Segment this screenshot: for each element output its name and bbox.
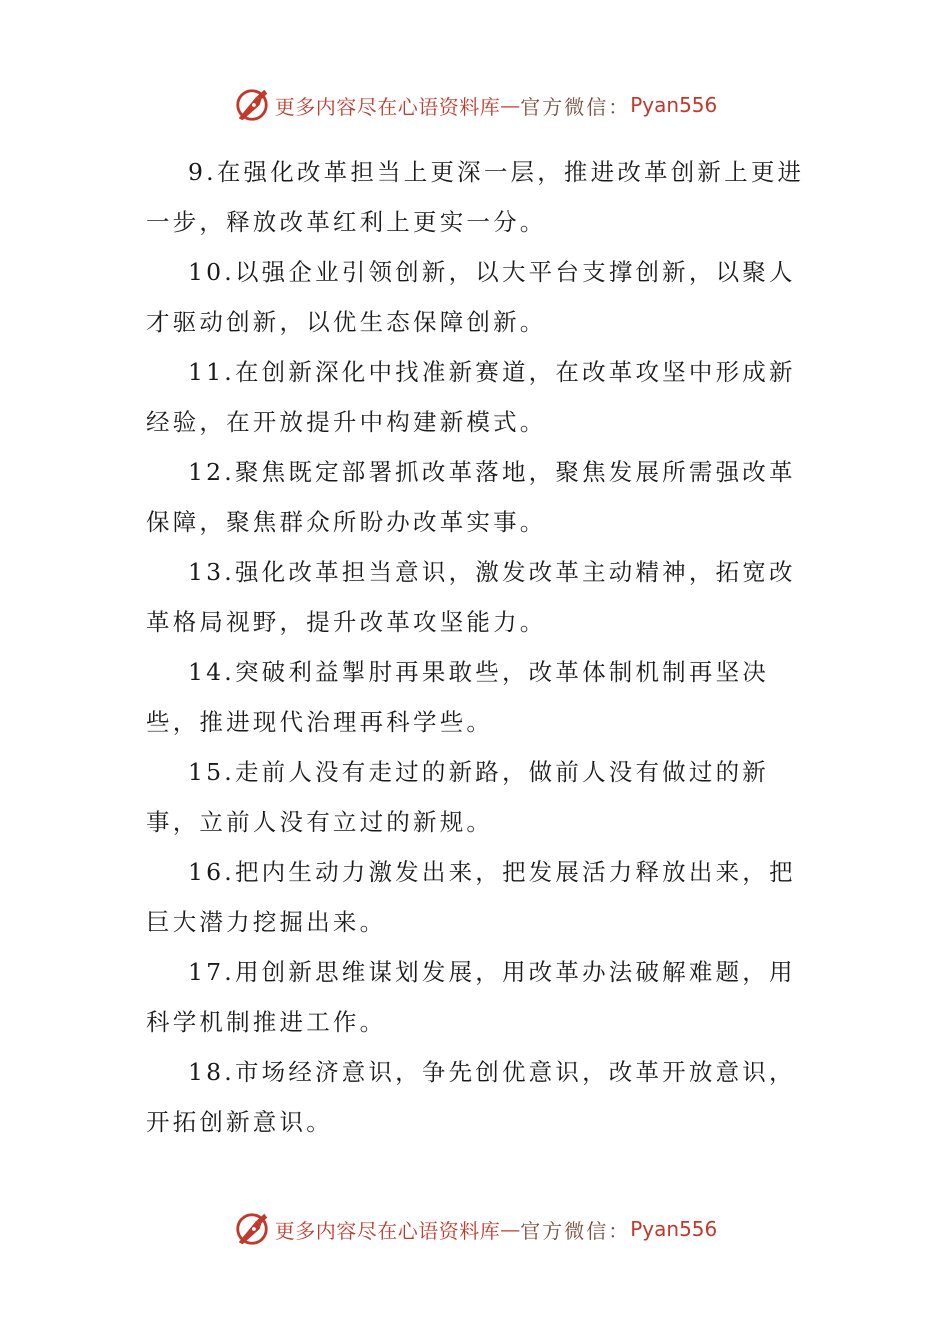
list-item: 13.强化改革担当意识，激发改革主动精神，拓宽改革格局视野，提升改革攻坚能力。 xyxy=(146,558,796,636)
banner-separator: — xyxy=(500,93,521,117)
header-banner xyxy=(0,83,950,127)
list-item: 9.在强化改革担当上更深一层，推进改革创新上更进一步，释放改革红利上更实一分。 xyxy=(146,158,805,236)
list-item: 10.以强企业引领创新，以大平台支撑创新，以聚人才驱动创新，以优生态保障创新。 xyxy=(146,258,796,336)
list-item: 11.在创新深化中找准新赛道，在改革攻坚中形成新经验，在开放提升中构建新模式。 xyxy=(146,358,796,436)
pen-logo-icon xyxy=(233,86,271,124)
list-item: 16.把内生动力激发出来，把发展活力释放出来，把巨大潜力挖掘出来。 xyxy=(146,858,796,936)
list-item: 14.突破利益掣肘再果敢些，改革体制机制再坚决些，推进现代治理再科学些。 xyxy=(146,658,769,736)
list-item: 15.走前人没有走过的新路，做前人没有做过的新事，立前人没有立过的新规。 xyxy=(146,758,769,836)
list-item: 17.用创新思维谋划发展，用改革办法破解难题，用科学机制推进工作。 xyxy=(146,958,796,1036)
pen-logo-icon xyxy=(233,1210,271,1248)
banner-wechat-label: 官方微信： xyxy=(520,94,631,119)
banner-separator: — xyxy=(500,1217,521,1241)
list-item: 18.市场经济意识，争先创优意识，改革开放意识，开拓创新意识。 xyxy=(146,1058,796,1136)
footer-banner xyxy=(0,1207,950,1251)
banner-wechat-label: 官方微信： xyxy=(520,1218,631,1243)
slogan-list xyxy=(146,147,806,1147)
banner-wechat-id: Pyan556 xyxy=(630,93,718,117)
list-item: 12.聚焦既定部署抓改革落地，聚焦发展所需强改革保障，聚焦群众所盼办改革实事。 xyxy=(146,458,796,536)
banner-main-text: 更多内容尽在心语资料库 xyxy=(274,94,501,119)
banner-main-text: 更多内容尽在心语资料库 xyxy=(274,1218,501,1243)
banner-wechat-id: Pyan556 xyxy=(630,1217,718,1241)
